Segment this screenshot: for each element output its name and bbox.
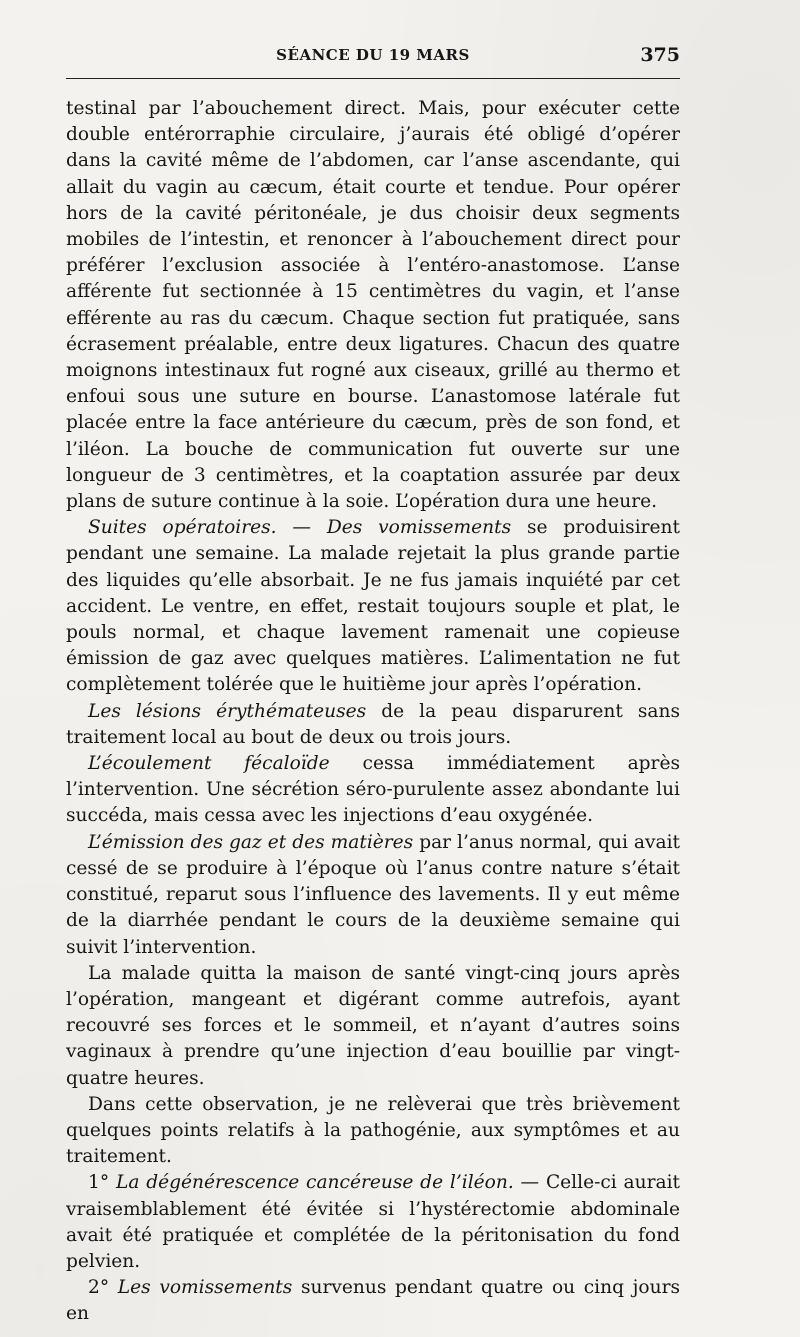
paragraph-observation bbox=[66, 1092, 680, 1171]
paragraph-emission bbox=[66, 830, 680, 961]
paragraph-7-text: Dans cette observation, je ne relèverai que très brièvement quelques points relatifs à la pathogénie, aux symptômes et au traitement. bbox=[66, 1093, 680, 1168]
header-rule bbox=[66, 78, 680, 79]
paragraph-5-lead: L’émission des gaz et des matières bbox=[88, 831, 414, 853]
paragraph-2-lead: Suites opératoires. — Des vomissements bbox=[88, 517, 512, 539]
running-head: SÉANCE DU 19 MARS bbox=[276, 46, 470, 64]
paragraph-point-1 bbox=[66, 1170, 680, 1275]
paragraph-2-text: se produisirent pendant une semaine. La malade rejetait la plus grande partie des liquides qu’elle absorbait. Je ne fus jamais inquiété par cet accident. Le ventre, en effet, restait toujours souple et plat, le pouls normal, et chaque lavement ramenait une copieuse émission de gaz avec quelques matières. L’alimentation ne fut complètement tolérée que le huitième jour après l’opération. bbox=[66, 517, 680, 696]
paragraph-4-lead: L’écoulement fécaloïde bbox=[88, 753, 330, 775]
paragraph-1 bbox=[66, 96, 680, 515]
paragraph-lesions bbox=[66, 699, 680, 751]
paragraph-ecoulement bbox=[66, 751, 680, 830]
paragraph-9-number: 2° bbox=[88, 1277, 110, 1299]
paragraph-9-text: survenus pendant quatre ou cinq jours en bbox=[66, 1277, 680, 1325]
paragraph-3-lead: Les lésions érythémateuses bbox=[88, 700, 367, 722]
paragraph-4-text: cessa immédiatement après l’intervention. Une sécrétion séro-purulente assez abondante lui succéda, mais cessa avec les injections d’eau oxygénée. bbox=[66, 753, 680, 827]
paragraph-6-text: La malade quitta la maison de santé vingt-cinq jours après l’opération, mangeant et digérant comme autrefois, ayant recouvré ses forces et le sommeil, et n’ayant d’autres soins vaginaux à prendre qu’une injection d’eau bouillie par vingt-quatre heures. bbox=[66, 962, 680, 1089]
paragraph-suites-operatoires bbox=[66, 515, 680, 698]
page-header bbox=[66, 44, 680, 76]
paragraph-8-lead: La dégénérescence cancéreuse de l’iléon. bbox=[115, 1172, 514, 1194]
paragraph-1-text: testinal par l’abouchement direct. Mais, pour exécuter cette double entérorraphie circulaire, j’aurais été obligé d’opérer dans la cavité même de l’abdomen, car l’anse ascendante, qui allait du vagin au cæcum, était courte et tendue. Pour opérer hors de la cavité péritonéale, je dus choisir deux segments mobiles de l’intestin, et renoncer à l’abouchement direct pour préférer l’exclusion associée à l’entéro-anastomose. L’anse afférente fut sectionnée à 15 centimètres du vagin, et l’anse efférente au ras du cæcum. Chaque section fut pratiquée, sans écrasement préalable, entre deux ligatures. Chacun des quatre moignons intestinaux fut rogné aux ciseaux, grillé au thermo et enfoui sous une suture en bourse. L’anastomose latérale fut placée entre la face antérieure du cæcum, près de son fond, et l’iléon. La bouche de communication fut ouverte sur une longueur de 3 centimètres, et la coaptation assurée par deux plans de suture continue à la soie. L’opération dura une heure. bbox=[66, 98, 680, 513]
paragraph-point-2 bbox=[66, 1275, 680, 1327]
paragraph-malade-quitta bbox=[66, 961, 680, 1092]
body-text bbox=[66, 96, 680, 1328]
paragraph-3-text: de la peau disparurent sans traitement local au bout de deux ou trois jours. bbox=[66, 700, 681, 748]
paragraph-8-text: — Celle-ci aurait vraisemblablement été évitée si l’hystérectomie abdominale avait été pratiquée et complétée de la péritonisation du fond pelvien. bbox=[66, 1172, 680, 1272]
page-number: 375 bbox=[640, 44, 680, 66]
paragraph-5-text: par l’anus normal, qui avait cessé de se produire à l’époque où l’anus contre nature s’était constitué, reparut sous l’influence des lavements. Il y eut même de la diarrhée pendant le cours de la deuxième semaine qui suivit l’intervention. bbox=[66, 831, 680, 958]
paragraph-9-lead: Les vomissements bbox=[117, 1277, 293, 1299]
paragraph-8-number: 1° bbox=[88, 1172, 110, 1194]
